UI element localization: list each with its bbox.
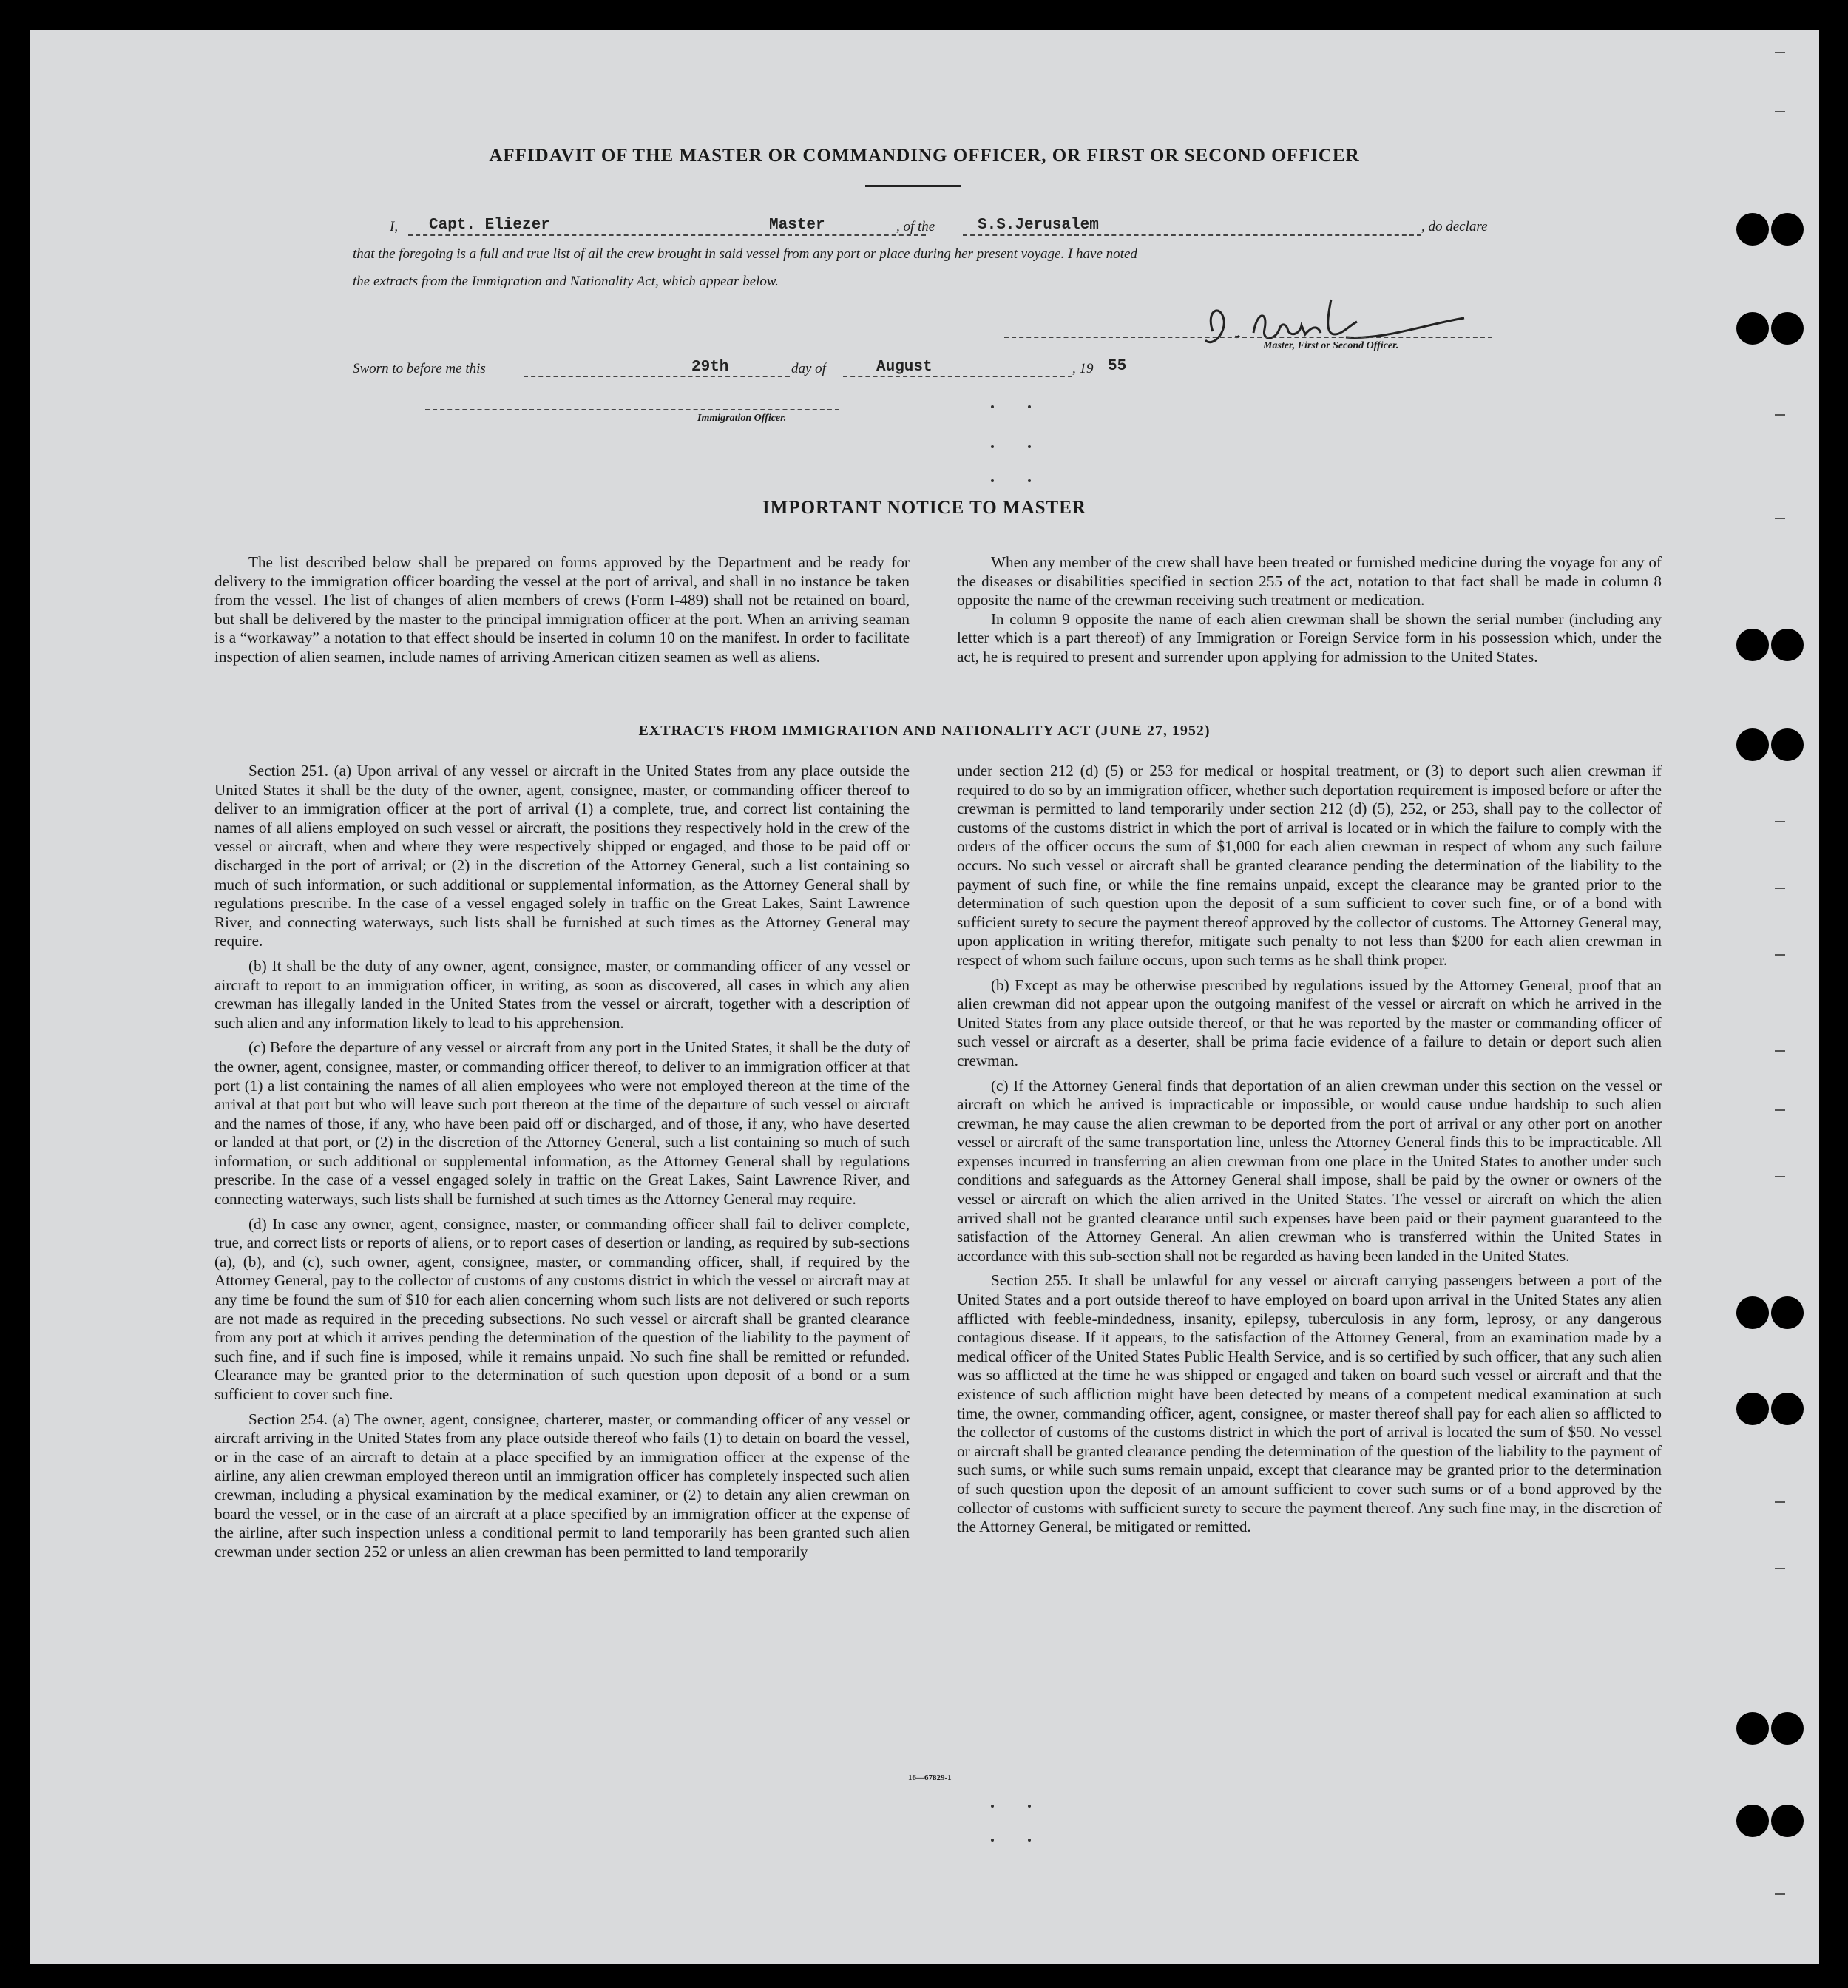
margin-tick <box>1775 111 1785 112</box>
margin-tick <box>1775 888 1785 889</box>
punch-hole <box>1736 1393 1769 1425</box>
margin-tick <box>1775 518 1785 519</box>
extracts-right-column <box>957 762 1662 1543</box>
margin-tick <box>1775 1893 1785 1895</box>
extracts-title: EXTRACTS FROM IMMIGRATION AND NATIONALITY ACT (JUNE 27, 1952) <box>638 723 1211 739</box>
of-the-label: , of the <box>896 219 935 234</box>
affidavit-title: AFFIDAVIT OF THE MASTER OR COMMANDING OFFICER, OR FIRST OR SECOND OFFICER <box>489 146 1360 166</box>
punch-hole <box>1771 1712 1804 1745</box>
section-251-d: (d) In case any owner, agent, consignee, master, or commanding officer shall fail to deliver complete, true, and correct lists or reports of aliens, or to report cases of desertion or landing, as required by sub-sections (a), (b), and (c), such owner, agent, consignee, master, or commanding officer, shall, if required by the Attorney General, pay to the collector of customs of any customs district in which the vessel or aircraft may at any time be found the sum of $10 for each alien concerning whom such lists are not delivered or such reports are not made as required in the preceding subsections. No such vessel or aircraft shall be granted clearance from any port at which it arrives pending the determination of the question of the liability to the payment of such fine, and if such fine is imposed, while it remains unpaid. No such fine shall be remitted or refunded. Clearance may be granted prior to the determination of such question upon deposit of a bond or a sum sufficient to cover such fine. <box>214 1214 910 1403</box>
punch-hole <box>1771 1805 1804 1837</box>
punch-hole <box>1736 1805 1769 1837</box>
margin-tick <box>1775 52 1785 53</box>
name-line <box>408 234 926 236</box>
punch-hole <box>1736 1296 1769 1329</box>
punch-hole <box>1771 1393 1804 1425</box>
punch-hole <box>1771 312 1804 345</box>
margin-tick <box>1775 1176 1785 1177</box>
notice-left-text: The list described below shall be prepared on forms approved by the Department and be ready for delivery to the immigration officer boarding the vessel at the port of arrival, and shall in no instance be taken from the vessel. The list of changes of alien members of crews (Form I-489) shall not be retained on board, but shall be delivered by the master to the principal immigration officer at the port. When an arriving seaman is a “workaway” a notation to that effect should be inserted in column 10 on the manifest. In order to facilitate inspection of alien seamen, include names of arriving American citizen seamen as well as aliens. <box>214 553 910 666</box>
sworn-month: August <box>876 359 933 376</box>
punch-hole <box>1736 213 1769 246</box>
speck <box>1028 1839 1031 1842</box>
speck <box>991 1805 994 1808</box>
speck <box>1028 479 1031 482</box>
section-251-b: (b) It shall be the duty of any owner, agent, consignee, master, or commanding officer of any vessel or aircraft to report to an immigration officer, in writing, as soon as discovered, all cases in which any alien crewman has illegally landed in the United States from the vessel or aircraft, together with a description of such alien and any information likely to lead to his apprehension. <box>214 956 910 1032</box>
declare-label: , do declare <box>1421 219 1488 234</box>
punch-hole <box>1771 629 1804 661</box>
notice-title: IMPORTANT NOTICE TO MASTER <box>762 498 1086 518</box>
signature-line <box>1004 337 1492 338</box>
officer-caption: Immigration Officer. <box>697 413 787 424</box>
speck <box>991 479 994 482</box>
section-254-c: (c) If the Attorney General finds that deportation of an alien crewman under this section on the vessel or aircraft on which he arrived is impracticable or impossible, or would cause undue hardship to such alien crewman, he may cause the alien crewman to be deported from the port of arrival or any other port on another vessel or aircraft of the same transportation line, unless the Attorney General finds this to be impracticable. All expenses incurred in transferring an alien crewman from one place in the United States to another under such conditions and safeguards as the Attorney General shall impose, shall be paid by the owner or owners of the vessel or aircraft on which the alien arrived in the United States. The vessel or aircraft on which the alien arrived shall not be granted clearance until such expenses have been paid or their payment guaranteed to the satisfaction of the Attorney General. An alien crewman who is transferred within the United States in accordance with this sub-section shall not be regarded as having been landed in the United States. <box>957 1076 1662 1265</box>
punch-hole <box>1771 728 1804 761</box>
sworn-day: 29th <box>691 359 729 376</box>
statement-line-1: that the foregoing is a full and true list of all the crew brought in said vessel from any port or place during her present voyage. I have noted <box>353 246 1137 262</box>
affidavit-prefix: I, <box>390 219 399 234</box>
section-254-a: Section 254. (a) The owner, agent, consignee, charterer, master, or commanding officer of any vessel or aircraft arriving in the United States from any place outside thereof who fails (1) to detain on board the vessel, or in the case of an aircraft to detain at a place specified by an immigration officer at the expense of the airline, any alien crewman employed thereon until an immigration officer has completely inspected such alien crewman, including a physical examination by the medical examiner, or (2) to detain any alien crewman on board the vessel, or in the case of an aircraft at a place specified by an immigration officer at the expense of the airline, after such inspection unless a conditional permit to land temporarily has been granted such alien crewman under section 252 or unless an alien crewman has been permitted to land temporarily <box>214 1410 910 1561</box>
margin-tick <box>1775 1109 1785 1111</box>
officer-line <box>425 409 839 410</box>
vessel-name: S.S.Jerusalem <box>978 217 1099 234</box>
punch-hole <box>1736 1712 1769 1745</box>
margin-tick <box>1775 414 1785 416</box>
section-254-b: (b) Except as may be otherwise prescribed by regulations issued by the Attorney General, proof that an alien crewman did not appear upon the outgoing manifest of the vessel or aircraft on which he arrived in the United States from any place outside thereof, or that he was reported by the master or commanding officer of such vessel or aircraft as a deserter, shall be prima facie evidence of a failure to detain or deport such alien crewman. <box>957 976 1662 1069</box>
notice-right-text-2: In column 9 opposite the name of each alien crewman shall be shown the serial number (including any letter which is a part thereof) of any Immigration or Foreign Service form in his possession which, under the act, he is required to present and surrender upon applying for admission to the United States. <box>957 609 1662 666</box>
section-251-a: Section 251. (a) Upon arrival of any vessel or aircraft in the United States from any place outside the United States it shall be the duty of the owner, agent, consignee, master, or commanding officer thereof to deliver to an immigration officer at the port of arrival (1) a complete, true, and correct list containing the names of all aliens employed on such vessel or aircraft, the positions they respectively hold in the crew of the vessel or aircraft, when and where they were respectively shipped or engaged, and those to be paid off or discharged in the port of arrival; or (2) in the discretion of the Attorney General, such a list containing so much of such information, or such additional or supplemental information, as the Attorney General shall by regulations prescribe. In the case of a vessel engaged solely in traffic on the Great Lakes, Saint Lawrence River, and connecting waterways, such lists shall be furnished at such times as the Attorney General may require. <box>214 762 910 950</box>
signer-caption: Master, First or Second Officer. <box>1263 340 1399 351</box>
sworn-label: Sworn to before me this <box>353 361 486 376</box>
speck <box>1028 445 1031 448</box>
punch-hole <box>1736 312 1769 345</box>
master-signature <box>1183 288 1494 370</box>
document-page <box>30 30 1819 1964</box>
section-254-a-cont: under section 212 (d) (5) or 253 for medical or hospital treatment, or (3) to deport such alien crewman if required to do so by an immigration officer, whether such deportation requirement is imposed before or after the crewman is permitted to land temporarily under section 212 (d) (5), 252, or 253, shall pay to the collector of customs of the customs district in which the port of arrival is located or in which the failure to comply with the orders of the officer occurs the sum of $1,000 for each alien crewman in respect of whom any such failure occurs. No such vessel or aircraft shall be granted clearance pending the determination of the liability to the payment of such fine, or while the fine remains unpaid, except the clearance may be granted prior to the determination of such question upon the deposit of a sum sufficient to cover such fine, or of a bond with sufficient surety to secure the payment thereof approved by the collector of customs. The Attorney General may, upon application in writing therefor, mitigate such penalty to not less than $200 for each alien crewman in respect of whom such failure occurs, upon such terms as he shall think proper. <box>957 762 1662 969</box>
speck <box>1028 1805 1031 1808</box>
notice-left-column <box>214 553 910 673</box>
speck <box>991 445 994 448</box>
form-code: 16—67829-1 <box>908 1774 952 1782</box>
margin-tick <box>1775 1050 1785 1052</box>
punch-hole <box>1736 728 1769 761</box>
notice-right-text-1: When any member of the crew shall have been treated or furnished medicine during the voyage for any of the diseases or disabilities specified in section 255 of the act, notation to that fact shall be made in column 8 opposite the name of the crewman receiving such treatment or medication. <box>957 553 1662 609</box>
punch-hole <box>1771 213 1804 246</box>
speck <box>1028 405 1031 408</box>
year-prefix: , 19 <box>1072 361 1094 376</box>
month-line <box>843 376 1072 377</box>
title-rule <box>865 185 961 187</box>
day-line <box>524 376 790 377</box>
margin-tick <box>1775 954 1785 956</box>
master-name: Capt. Eliezer <box>429 217 550 234</box>
section-251-c: (c) Before the departure of any vessel or aircraft from any port in the United States, it shall be the duty of the owner, agent, consignee, master, or commanding officer thereof, to deliver to an immigration officer at that port (1) a list containing the names of all alien employees who were not employed thereon at the time of the arrival at that port but who will leave such port thereon at the time of the departure of such vessel or aircraft and the names of those, if any, who have been paid off or discharged, and of those, if any, who have deserted or landed at that port, or (2) in the discretion of the Attorney General, such a list containing so much of such information, or such additional or supplemental information, as the Attorney General shall by regulations prescribe. In the case of a vessel engaged solely in traffic on the Great Lakes, Saint Lawrence River, and connecting waterways, such lists shall be furnished at such times as the Attorney General may require. <box>214 1038 910 1208</box>
margin-tick <box>1775 1568 1785 1569</box>
extracts-left-column <box>214 762 910 1567</box>
punch-hole <box>1736 629 1769 661</box>
section-255: Section 255. It shall be unlawful for any vessel or aircraft carrying passengers between a port of the United States and a port outside thereof to have employed on board upon arrival in the United States any alien afflicted with feeble-mindedness, insanity, epilepsy, tuberculosis in any form, leprosy, or any dangerous contagious disease. If it appears, to the satisfaction of the Attorney General, from an examination made by a medical officer of the United States Public Health Service, and is so certified by such officer, that any such alien was so afflicted at the time he was shipped or engaged and taken on board such vessel or aircraft and that the existence of such affliction might have been detected by means of a competent medical examination at such time, the owner, commanding officer, agent, consignee, or master thereof shall pay for each alien so afflicted to the collector of customs of the customs district in which the port of arrival is located the sum of $50. No vessel or aircraft shall be granted clearance pending the determination of the question of the liability to the payment of such sums, or while such sums remain unpaid, except that clearance may be granted prior to the determination of such question upon the deposit of an amount sufficient to cover such sums or of a bond approved by the collector of customs with sufficient surety to secure the payment thereof. Any such fine may, in the discretion of the Attorney General, be mitigated or remitted. <box>957 1271 1662 1536</box>
margin-tick <box>1775 821 1785 822</box>
master-rank: Master <box>769 217 825 234</box>
day-of-label: day of <box>791 361 826 376</box>
speck <box>991 1839 994 1842</box>
speck <box>991 405 994 408</box>
sworn-year: 55 <box>1108 358 1127 375</box>
notice-right-column <box>957 553 1662 673</box>
statement-line-2: the extracts from the Immigration and Nationality Act, which appear below. <box>353 274 779 289</box>
vessel-line <box>963 234 1421 236</box>
margin-tick <box>1775 1501 1785 1503</box>
punch-hole <box>1771 1296 1804 1329</box>
